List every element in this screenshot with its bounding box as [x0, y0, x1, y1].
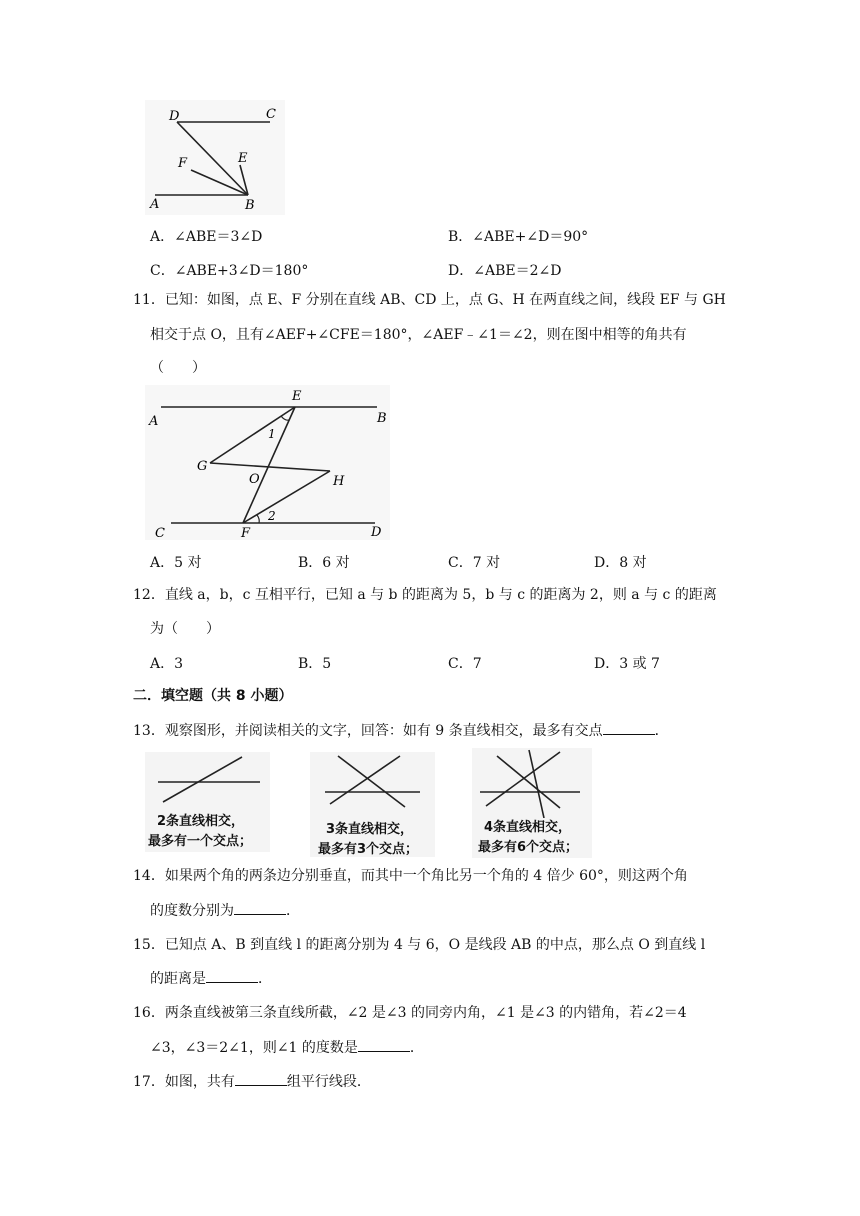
q13-figure-2-lines-svg [145, 752, 270, 812]
label-B: B [377, 411, 387, 426]
q16-text-line2 [150, 1037, 424, 1058]
q14-text-line2 [150, 900, 300, 921]
label-F: F [178, 156, 188, 171]
q11-option-a: A．5 对 [150, 555, 202, 571]
label-O: O [249, 472, 260, 487]
q12-option-d: D．3 或 7 [594, 656, 660, 672]
q14-text: 的度数分别为 [150, 903, 234, 919]
q17-text-line1 [133, 1071, 371, 1092]
label-C: C [155, 526, 165, 540]
label-G: G [197, 459, 208, 474]
q13-figure-3-lines-svg [310, 752, 435, 812]
q11-text-line2: 相交于点 O，且有∠AEF+∠CFE＝180°，∠AEF﹣∠1＝∠2，则在图中相等的角共有 [150, 327, 687, 343]
q11-option-d: D．8 对 [594, 555, 647, 571]
q12-option-a: A．3 [150, 656, 184, 672]
label-D: D [371, 525, 382, 540]
q10-figure [145, 100, 285, 215]
q13-caption-3-line1: 4条直线相交， [484, 820, 572, 835]
q16-text-line1: 16．两条直线被第三条直线所截，∠2 是∠3 的同旁内角，∠1 是∠3 的内错角，若∠2＝4 [133, 1005, 687, 1021]
q17-answer-blank[interactable] [235, 1071, 287, 1086]
q10-option-c: C．∠ABE+3∠D＝180° [150, 263, 309, 279]
q10-option-a: A．∠ABE＝3∠D [150, 229, 263, 245]
q11-text-line3: （ ） [150, 360, 206, 376]
q15-text-line1: 15．已知点 A、B 到直线 l 的距离分别为 4 与 6，O 是线段 AB 的中点，那么点 O 到直线 l [133, 937, 706, 953]
q12-text-line1: 12．直线 a，b，c 互相平行，已知 a 与 b 的距离为 5，b 与 c 的距离为 2，则 a 与 c 的距离 [133, 587, 717, 603]
section-heading-fill-blank: 二．填空题（共 8 小题） [133, 688, 293, 704]
label-D: D [169, 109, 180, 124]
q16-text: ∠3，∠3＝2∠1，则∠1 的度数是 [150, 1040, 358, 1056]
label-1: 1 [268, 427, 276, 441]
q16-answer-blank[interactable] [358, 1037, 410, 1052]
label-E: E [292, 389, 302, 404]
q17-text: 17．如图，共有 [133, 1074, 235, 1090]
q13-caption-2-line1: 3条直线相交， [326, 822, 414, 837]
q12-option-b: B．5 [298, 656, 332, 672]
q10-option-d: D．∠ABE＝2∠D [448, 263, 562, 279]
q11-option-b: B．6 对 [298, 555, 350, 571]
label-A: A [149, 414, 159, 429]
q14-end: ． [286, 903, 300, 919]
label-F: F [241, 526, 251, 540]
q13-caption-2-line2: 最多有3个交点； [318, 842, 419, 857]
q15-end: ． [258, 971, 272, 987]
q13-caption-1-line2: 最多有一个交点； [148, 834, 253, 849]
q12-text-line2: 为（ ） [150, 621, 220, 637]
q13-figure-2-lines [145, 752, 270, 852]
q13-answer-blank[interactable] [603, 720, 655, 735]
label-2: 2 [268, 509, 276, 523]
q13-caption-1-line1: 2条直线相交， [157, 814, 245, 829]
q11-text-line1: 11．已知：如图，点 E、F 分别在直线 AB、CD 上，点 G、H 在两直线之间，线段 EF 与 GH [133, 292, 726, 308]
label-H: H [333, 474, 345, 489]
label-A: A [150, 197, 160, 212]
q17-end: 组平行线段． [286, 1074, 371, 1090]
q12-option-c: C．7 [448, 656, 482, 672]
q13-figure-4-lines [472, 748, 592, 858]
q14-answer-blank[interactable] [234, 900, 286, 915]
q14-text-line1: 14．如果两个角的两条边分别垂直，而其中一个角比另一个角的 4 倍少 60°，则这两个角 [133, 868, 688, 884]
q15-text: 的距离是 [150, 971, 206, 987]
q13-caption-3-line2: 最多有6个交点； [478, 840, 579, 855]
q13-figure-4-lines-svg [472, 748, 592, 818]
label-C: C [266, 107, 276, 122]
q11-figure [145, 385, 390, 540]
q13-figure-3-lines [310, 752, 435, 857]
q15-answer-blank[interactable] [206, 968, 258, 983]
q13-text-line1 [133, 720, 669, 741]
q10-option-b: B．∠ABE+∠D＝90° [448, 229, 589, 245]
q13-end: ． [654, 723, 669, 739]
label-B: B [245, 198, 255, 213]
q13-text: 13．观察图形，并阅读相关的文字，回答：如有 9 条直线相交，最多有交点 [133, 723, 603, 739]
q15-text-line2 [150, 968, 272, 989]
q16-end: ． [409, 1040, 424, 1056]
label-E: E [238, 151, 248, 166]
q11-option-c: C．7 对 [448, 555, 501, 571]
